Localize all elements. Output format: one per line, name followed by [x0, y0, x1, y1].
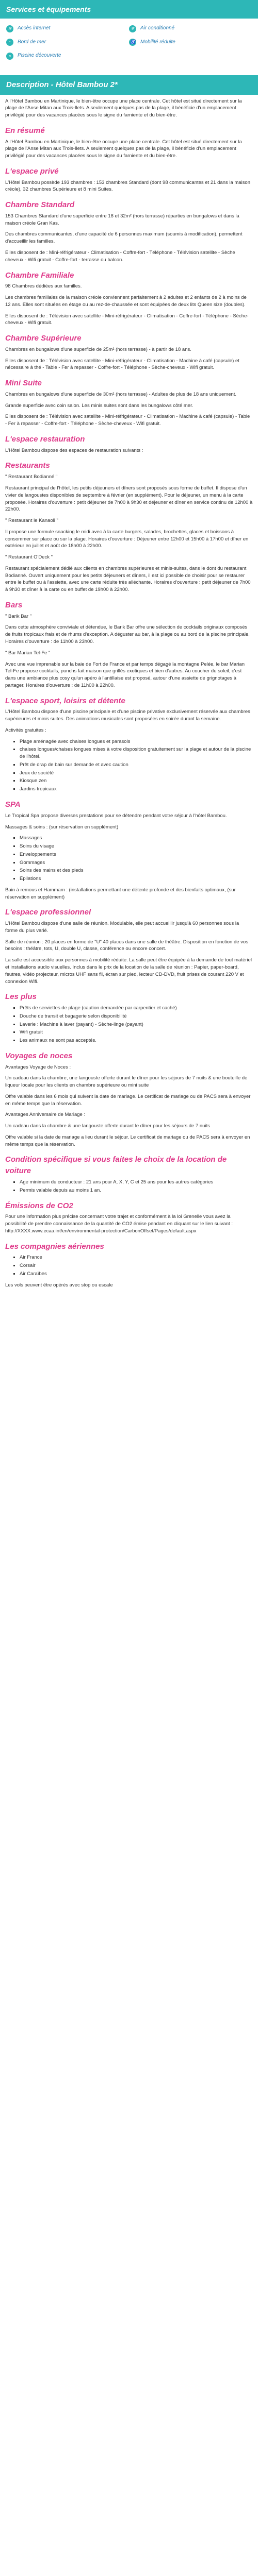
list-item: ▪ Soins des mains et des pieds: [20, 867, 253, 874]
section-heading: Voyages de noces: [5, 1051, 73, 1060]
list-item: ▪ Corsair: [20, 1262, 253, 1269]
service-item-pool: ≈ Piscine découverte: [6, 52, 129, 60]
sections: [5, 166, 253, 1289]
list-item: ▪ Gommages: [20, 859, 253, 867]
pool-icon: ≈: [6, 53, 13, 60]
paragraph: Offre valable si la date de mariage a lieu durant le séjour. Le certificat de mariage ou de PACS sera à envoyer en même temps que la réservation.: [5, 1134, 250, 1147]
section-heading: En résumé: [5, 126, 45, 135]
section-heading: Émissions de CO2: [5, 1201, 73, 1210]
paragraph: Avantages Anniversaire de Mariage :: [5, 1112, 86, 1118]
wheelchair-icon: ♿: [129, 39, 136, 46]
list-item: ▪ Prêts de serviettes de plage (caution demandée par carpentier et caché): [20, 1005, 253, 1012]
section-heading: L'espace privé: [5, 166, 59, 176]
section-heading: SPA: [5, 800, 21, 809]
bullet-list: [5, 1179, 253, 1194]
paragraph: Elles disposent de : Télévision avec satellite - Mini-réfrigérateur - Climatisation - Coffre-fort - Téléphone - Sèche-cheveux - Wifi gratuit.: [5, 313, 249, 326]
list-item: ▪ Plage aménagée avec chaises longues et parasols: [20, 738, 253, 745]
list-item: ▪ Jardins tropicaux: [20, 786, 253, 793]
paragraph: " Restaurant le Kanaoli ": [5, 518, 58, 524]
paragraph: Les chambres familiales de la maison créole conviennent parfaitement à 2 adultes et 2 enfants de 2 à moins de 12 ans. Elles sont situées en étage ou au rez-de-chaussée et sont équipées de deux lits Queen size (doubles).: [5, 295, 247, 308]
paragraph: Le Tropical Spa propose diverses prestations pour se détendre pendant votre séjour à l'hôtel Bambou.: [5, 812, 227, 819]
paragraph: 98 Chambres dédiées aux familles.: [5, 283, 82, 290]
paragraph: L'Hôtel Bambou dispose des espaces de restauration suivants :: [5, 447, 143, 453]
paragraph: L'Hôtel Bambou dispose d'une piscine principale et d'une piscine privative exclusivement réservée aux chambres supérieures et minis suites. Des animations musicales sont proposées en soirée durant la semaine.: [5, 709, 250, 722]
paragraph: Elles disposent de : Mini-réfrigérateur - Climatisation - Coffre-fort - Téléphone - Télévision satellite - Sèche cheveux - Wifi gratuit - Coffre-fort - terrasse ou balcon.: [5, 249, 235, 263]
service-item-internet: ≋ Accès internet: [6, 25, 129, 32]
section-heading: L'espace restauration: [5, 434, 85, 444]
list-item: ▪ Soins du visage: [20, 843, 253, 850]
section-heading: Restaurants: [5, 461, 50, 470]
list-item: ▪ Wifi gratuit: [20, 1029, 253, 1036]
paragraph: L'Hôtel Bambou dispose d'une salle de réunion. Modulable, elle peut accueillir jusqu'à 60 personnes sous la forme du plus varié.: [5, 921, 239, 934]
description-title: Description - Hôtel Bambou 2*: [0, 75, 258, 95]
list-item: ▪ Kiosque zen: [20, 777, 253, 785]
bullet-list: [5, 1254, 253, 1277]
bullet-list: [5, 738, 253, 793]
section-heading: Chambre Standard: [5, 200, 75, 210]
services-heading: Services et équipements: [0, 0, 258, 19]
paragraph: Chambres en bungalows d'une superficie de 30m² (hors terrasse) - Adultes de plus de 18 ans uniquement.: [5, 391, 237, 397]
list-item: ▪ Prêt de drap de bain sur demande et avec caution: [20, 761, 253, 769]
paragraph: Activités gratuites :: [5, 727, 46, 733]
section-heading: Bars: [5, 600, 23, 609]
paragraph: Il propose une formule snacking le midi avec à la carte burgers, salades, brochettes, glaces et boissons à consommer sur place ou sur la plage. Horaires d'ouverture : Déjeuner entre 12h00 et 15h00 à 17h00 et dîner en extérieur en juillet et août de 18h00 à 22h00.: [5, 529, 249, 549]
list-item: ▪ Massages: [20, 835, 253, 842]
paragraph: Elles disposent de : Télévision avec satellite - Mini-réfrigérateur - Climatisation - Machine à café (capsule) - Table - Fer à repasser - Coffre-fort - Téléphone - Sèche-cheveux - Wifi gratuit.: [5, 414, 250, 427]
paragraph: Chambres en bungalows d'une superficie de 25m² (hors terrasse) - à partir de 18 ans.: [5, 346, 191, 352]
description-intro: A l'Hôtel Bambou en Martinique, le bien-être occupe une place centrale. Cet hôtel est situé directement sur la plage de l'Anse Mitan aux Trois-Ilets. A seulement quelques pas de la plage, il bénéficie d'un emplacement privilégié pour des vacances placées sous le signe du farniente et du bien-être.: [5, 98, 242, 118]
list-item: ▪ Les animaux ne sont pas acceptés.: [20, 1037, 253, 1044]
list-item: ▪ Douche de transit et bagagerie selon disponibilité: [20, 1013, 253, 1020]
list-item: ▪ Épilations: [20, 875, 253, 883]
paragraph: " Restaurant Bodianné ": [5, 474, 58, 480]
service-item-aircon: ❄ Air conditionné: [129, 25, 252, 32]
paragraph: Massages & soins : (sur réservation en supplément): [5, 824, 119, 830]
paragraph: Un cadeau dans la chambre, une langouste offerte durant le dîner pour les séjours de 7 nuits & une bouteille de liqueur locale pour les clients en chambre supérieure ou mini suite: [5, 1075, 248, 1089]
bullet-list: [5, 835, 253, 883]
list-item: ▪ Age minimum du conducteur : 21 ans pour A, X, Y, C et 25 ans pour les autres catégories: [20, 1179, 253, 1186]
description-summary: A l'Hôtel Bambou en Martinique, le bien-être occupe une place centrale. Cet hôtel est situé directement sur la plage de l'Anse Mitan aux Trois-Ilets. A seulement quelques pas de la plage, il bénéficie d'un emplacement privilégié pour des vacances placées sous le signe du farniente et du bien-être.: [5, 139, 242, 159]
section-heading: Chambre Supérieure: [5, 334, 82, 343]
wave-icon: ~: [6, 39, 13, 46]
wifi-icon: ≋: [6, 25, 13, 32]
paragraph: Avantages Voyage de Noces :: [5, 1064, 71, 1070]
section-heading: L'espace sport, loisirs et détente: [5, 696, 125, 705]
paragraph: " Bar Marian Tel-Fe ": [5, 650, 51, 656]
paragraph: Restaurant spécialement dédié aux clients en chambres supérieures et minis-suites, dans le dont du restaurant Bodianné. Ouvert uniquement pour les petits déjeuners et dîners, il est ici possible de choisir pour se restaurer entre le buffet ou à l'assiette, avec une carte réduite très alléchante. Horaires d'ouverture : petit déjeuner de 7h00 à 9h30 et dîner à la carte ou en buffet de 19h00 à 22h00.: [5, 565, 251, 593]
section-heading: L'espace professionnel: [5, 908, 91, 917]
paragraph: Elles disposent de : Télévision avec satellite - Mini-réfrigérateur - Climatisation - Machine à café (capsule) et nécessaire à thé - Table - Fer à repasser - Coffre-fort - Téléphone - Sèche-cheveux - Wifi gratuit.: [5, 358, 239, 371]
paragraph: " Restaurant O'Deck ": [5, 554, 53, 561]
service-item-mobility: ♿ Mobilité réduite: [129, 39, 252, 46]
paragraph: Un cadeau dans la chambre & une langouste offerte durant le dîner pour les séjours de 7 nuits: [5, 1123, 210, 1129]
paragraph: Bain à remous et Hammam : (installations permettant une détente profonde et des bienfaits optimaux, (sur réservation en supplément): [5, 887, 236, 900]
paragraph: Restaurant principal de l'hôtel, les petits déjeuners et dîners sont proposés sous forme de buffet. Il dispose d'un vivier de langoustes disponibles de septembre à février (en supplément). Pour le déjeuner, un menu à la carte proposée. Horaires d'ouverture : petit déjeuner de 7h00 à 9h30 et déjeuner et dîner en service continu de 12h00 à 22h00.: [5, 485, 253, 513]
paragraph: L'Hôtel Bambou possède 193 chambres : 153 chambres Standard (dont 98 communicantes et 21 dans la maison créole), 32 chambres Supérieure et 8 mini Suites.: [5, 179, 250, 193]
paragraph: Pour une information plus précise concernant votre trajet et conformément à la loi Grenelle vous avez la possibilité de prendre connaissance de la quantité de CO2 émise pendant en cliquant sur le lien suivant : http://XXXX.www.ecaa.int/en/environmental-protection/CarbonOffset/Pages/default.aspx: [5, 1214, 233, 1234]
section-heading: Mini Suite: [5, 379, 42, 388]
description-content: [0, 98, 258, 1289]
list-item: ▪ Enveloppements: [20, 851, 253, 858]
list-item: ▪ Permis valable depuis au moins 1 an.: [20, 1187, 253, 1194]
list-item: ▪ Air France: [20, 1254, 253, 1261]
paragraph: Offre valable dans les 6 mois qui suivent la date de mariage. Le certificat de mariage ou de PACS sera à envoyer en même temps que la réservation.: [5, 1093, 251, 1107]
paragraph: Avec une vue imprenable sur la baie de Fort de France et par temps dégagé la montagne Pelée, le bar Marian Tel-Fe propose cocktails, punchs fait maison que grillés exotiques et bien d'autres. Au coucher du soleil, c'est dans une ambiance plus cosy qu'un apéro à l'antillaise est proposé, autour d'une assiette de grignotages à partager. Horaires d'ouverture : de 11h00 à 22h00.: [5, 661, 245, 688]
list-item: ▪ Laverie : Machine à laver (payant) - Sèche-linge (payant): [20, 1021, 253, 1028]
paragraph: Grande superficie avec coin salon. Les minis suites sont dans les bungalows côté mer.: [5, 402, 194, 409]
list-item: ▪ chaises longues/chaises longues mises à votre disposition gratuitement sur la plage et autour de la piscine de l'hôtel.: [20, 746, 253, 760]
section-heading: Les plus: [5, 992, 37, 1002]
list-item: ▪ Jeux de société: [20, 770, 253, 777]
paragraph: Dans cette atmosphère conviviale et détendue, le Barik Bar offre une sélection de cocktails originaux composés de fruits tropicaux frais et de rhums d'exception. A déguster au bar, à la plage ou au bord de la piscine principale. Horaires d'ouverture : de 11h00 à 23h00.: [5, 624, 250, 645]
section-heading: Condition spécifique si vous faites le choix de la location de voiture: [5, 1155, 227, 1176]
service-item-beach: ~ Bord de mer: [6, 39, 129, 46]
section-heading: Les compagnies aériennes: [5, 1242, 104, 1251]
list-item: ▪ Air Caraïbes: [20, 1270, 253, 1278]
services-list: [0, 19, 258, 68]
bullet-list: [5, 1005, 253, 1044]
paragraph: 153 Chambres Standard d'une superficie entre 18 et 32m² (hors terrasse) réparties en bungalows et dans la maison créole Gran Kas.: [5, 213, 239, 226]
paragraph: Salle de réunion : 20 places en forme de "U" 40 places dans une salle de théâtre. Disposition en fonction de vos besoins : théâtre, tots, U, double U, classe, conférence ou encore concert.: [5, 939, 248, 952]
paragraph: La salle est accessible aux personnes à mobilité réduite. La salle peut être équipée à la demande de tout matériel et installations audio visuelles. Inclus dans le prix de la location de la salle de réunion : Papier, paper-board, feutres, vidéo projecteur, micros UHF sans fil, écran sur pied, lecteur CD-DVD, fruit prises de courant 220 V et connexion Wifi.: [5, 957, 252, 985]
section-heading: Chambre Familiale: [5, 270, 74, 280]
paragraph: Les vols peuvent être opérés avec stop ou escale: [5, 1282, 113, 1288]
paragraph: Des chambres communicantes, d'une capacité de 6 personnes maximum (soumis à modification), permettent d'accueillir les familles.: [5, 231, 243, 245]
paragraph: " Barik Bar ": [5, 613, 32, 619]
snowflake-icon: ❄: [129, 25, 136, 32]
